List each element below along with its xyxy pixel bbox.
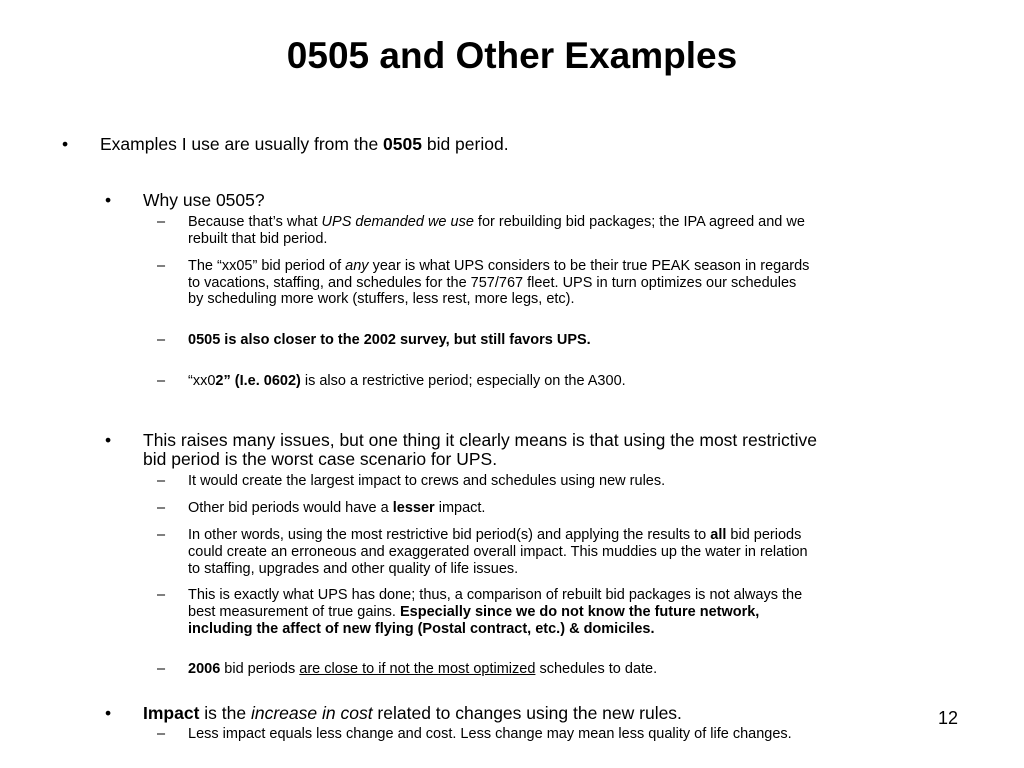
subitem-2006 (188, 661, 657, 678)
bullet-text: bid period. (421, 134, 509, 154)
italic-text: increase in cost (250, 703, 373, 723)
underlined-text: are close to if not the most optimized (299, 661, 536, 677)
subitem-other-words (188, 527, 801, 544)
text-run: for rebuilding bid packages; the IPA agreed and we (473, 214, 805, 230)
bullet-impact (143, 704, 682, 723)
subitem-less-impact: Less impact equals less change and cost. Less change may mean less quality of life changes. (188, 726, 792, 742)
dash-marker: – (157, 332, 166, 348)
bullet-raises-issues-line2: bid period is the worst case scenario for UPS. (143, 449, 498, 469)
text-run: “xx0 (188, 373, 216, 389)
text-run: bid periods (726, 527, 802, 543)
bullet-text: Examples I use are usually from the (100, 134, 384, 154)
subitem-lesser-impact (188, 500, 485, 517)
dash-marker: – (157, 373, 166, 389)
bold-text: Especially since we do not know the future network, (399, 604, 760, 620)
dash-marker: – (157, 527, 166, 543)
italic-text: any (345, 258, 369, 274)
subitem-xx05 (188, 258, 809, 275)
bold-text: all (710, 527, 727, 543)
subitem-other-words-line2: could create an erroneous and exaggerated overall impact. This muddies up the water in relation (188, 544, 808, 560)
subitem-closer-survey: 0505 is also closer to the 2002 survey, but still favors UPS. (188, 332, 591, 348)
dash-marker: – (157, 726, 166, 742)
text-run: best measurement of true gains. (188, 604, 400, 620)
subitem-largest-impact: It would create the largest impact to crews and schedules using new rules. (188, 473, 666, 489)
bullet-raises-issues: This raises many issues, but one thing it clearly means is that using the most restrictive (143, 430, 818, 450)
subitem-xx02 (188, 373, 626, 390)
bullet-marker: • (105, 430, 112, 450)
text-run: related to changes using the new rules. (372, 703, 682, 723)
italic-text: UPS demanded we use (321, 214, 474, 230)
subitem-ups-demanded-line2: rebuilt that bid period. (188, 231, 328, 247)
bullet-examples (100, 134, 509, 155)
text-run: The “xx05” bid period of (188, 258, 346, 274)
dash-marker: – (157, 258, 166, 274)
dash-marker: – (157, 661, 166, 677)
dash-marker: – (157, 587, 166, 603)
dash-marker: – (157, 214, 166, 230)
bullet-marker: • (62, 134, 69, 154)
text-run: schedules to date. (535, 661, 658, 677)
text-run: Other bid periods would have a (188, 500, 393, 516)
bold-text: 2” (I.e. 0602) (215, 373, 301, 389)
subitem-ups-demanded (188, 214, 805, 231)
bold-text: 0505 (383, 134, 422, 154)
subitem-exactly-line2 (188, 604, 759, 621)
bold-text: 2006 (188, 661, 221, 677)
dash-marker: – (157, 500, 166, 516)
subitem-exactly-line3: including the affect of new flying (Postal contract, etc.) & domiciles. (188, 621, 655, 637)
subitem-other-words-line3: to staffing, upgrades and other quality of life issues. (188, 561, 519, 577)
text-run: impact. (434, 500, 486, 516)
text-run: bid periods (220, 661, 300, 677)
subitem-exactly: This is exactly what UPS has done; thus, a comparison of rebuilt bid packages is not always the (188, 587, 803, 603)
dash-marker: – (157, 473, 166, 489)
text-run: year is what UPS considers to be their true PEAK season in regards (368, 258, 810, 274)
page-number: 12 (938, 708, 959, 728)
slide-title: 0505 and Other Examples (286, 35, 738, 76)
bullet-marker: • (105, 190, 112, 210)
bullet-marker: • (105, 703, 112, 723)
subitem-xx05-line3: by scheduling more work (stuffers, less rest, more legs, etc). (188, 291, 575, 307)
text-run: is also a restrictive period; especially on the A300. (300, 373, 626, 389)
text-run: Because that’s what (188, 214, 322, 230)
text-run: In other words, using the most restrictive bid period(s) and applying the results to (188, 527, 711, 543)
bold-text: Impact (143, 703, 200, 723)
subitem-xx05-line2: to vacations, staffing, and schedules for the 757/767 fleet. UPS in turn optimizes our schedules (188, 275, 797, 291)
bold-text: lesser (392, 500, 435, 516)
text-run: is the (199, 703, 251, 723)
bullet-why-0505: Why use 0505? (143, 190, 265, 210)
